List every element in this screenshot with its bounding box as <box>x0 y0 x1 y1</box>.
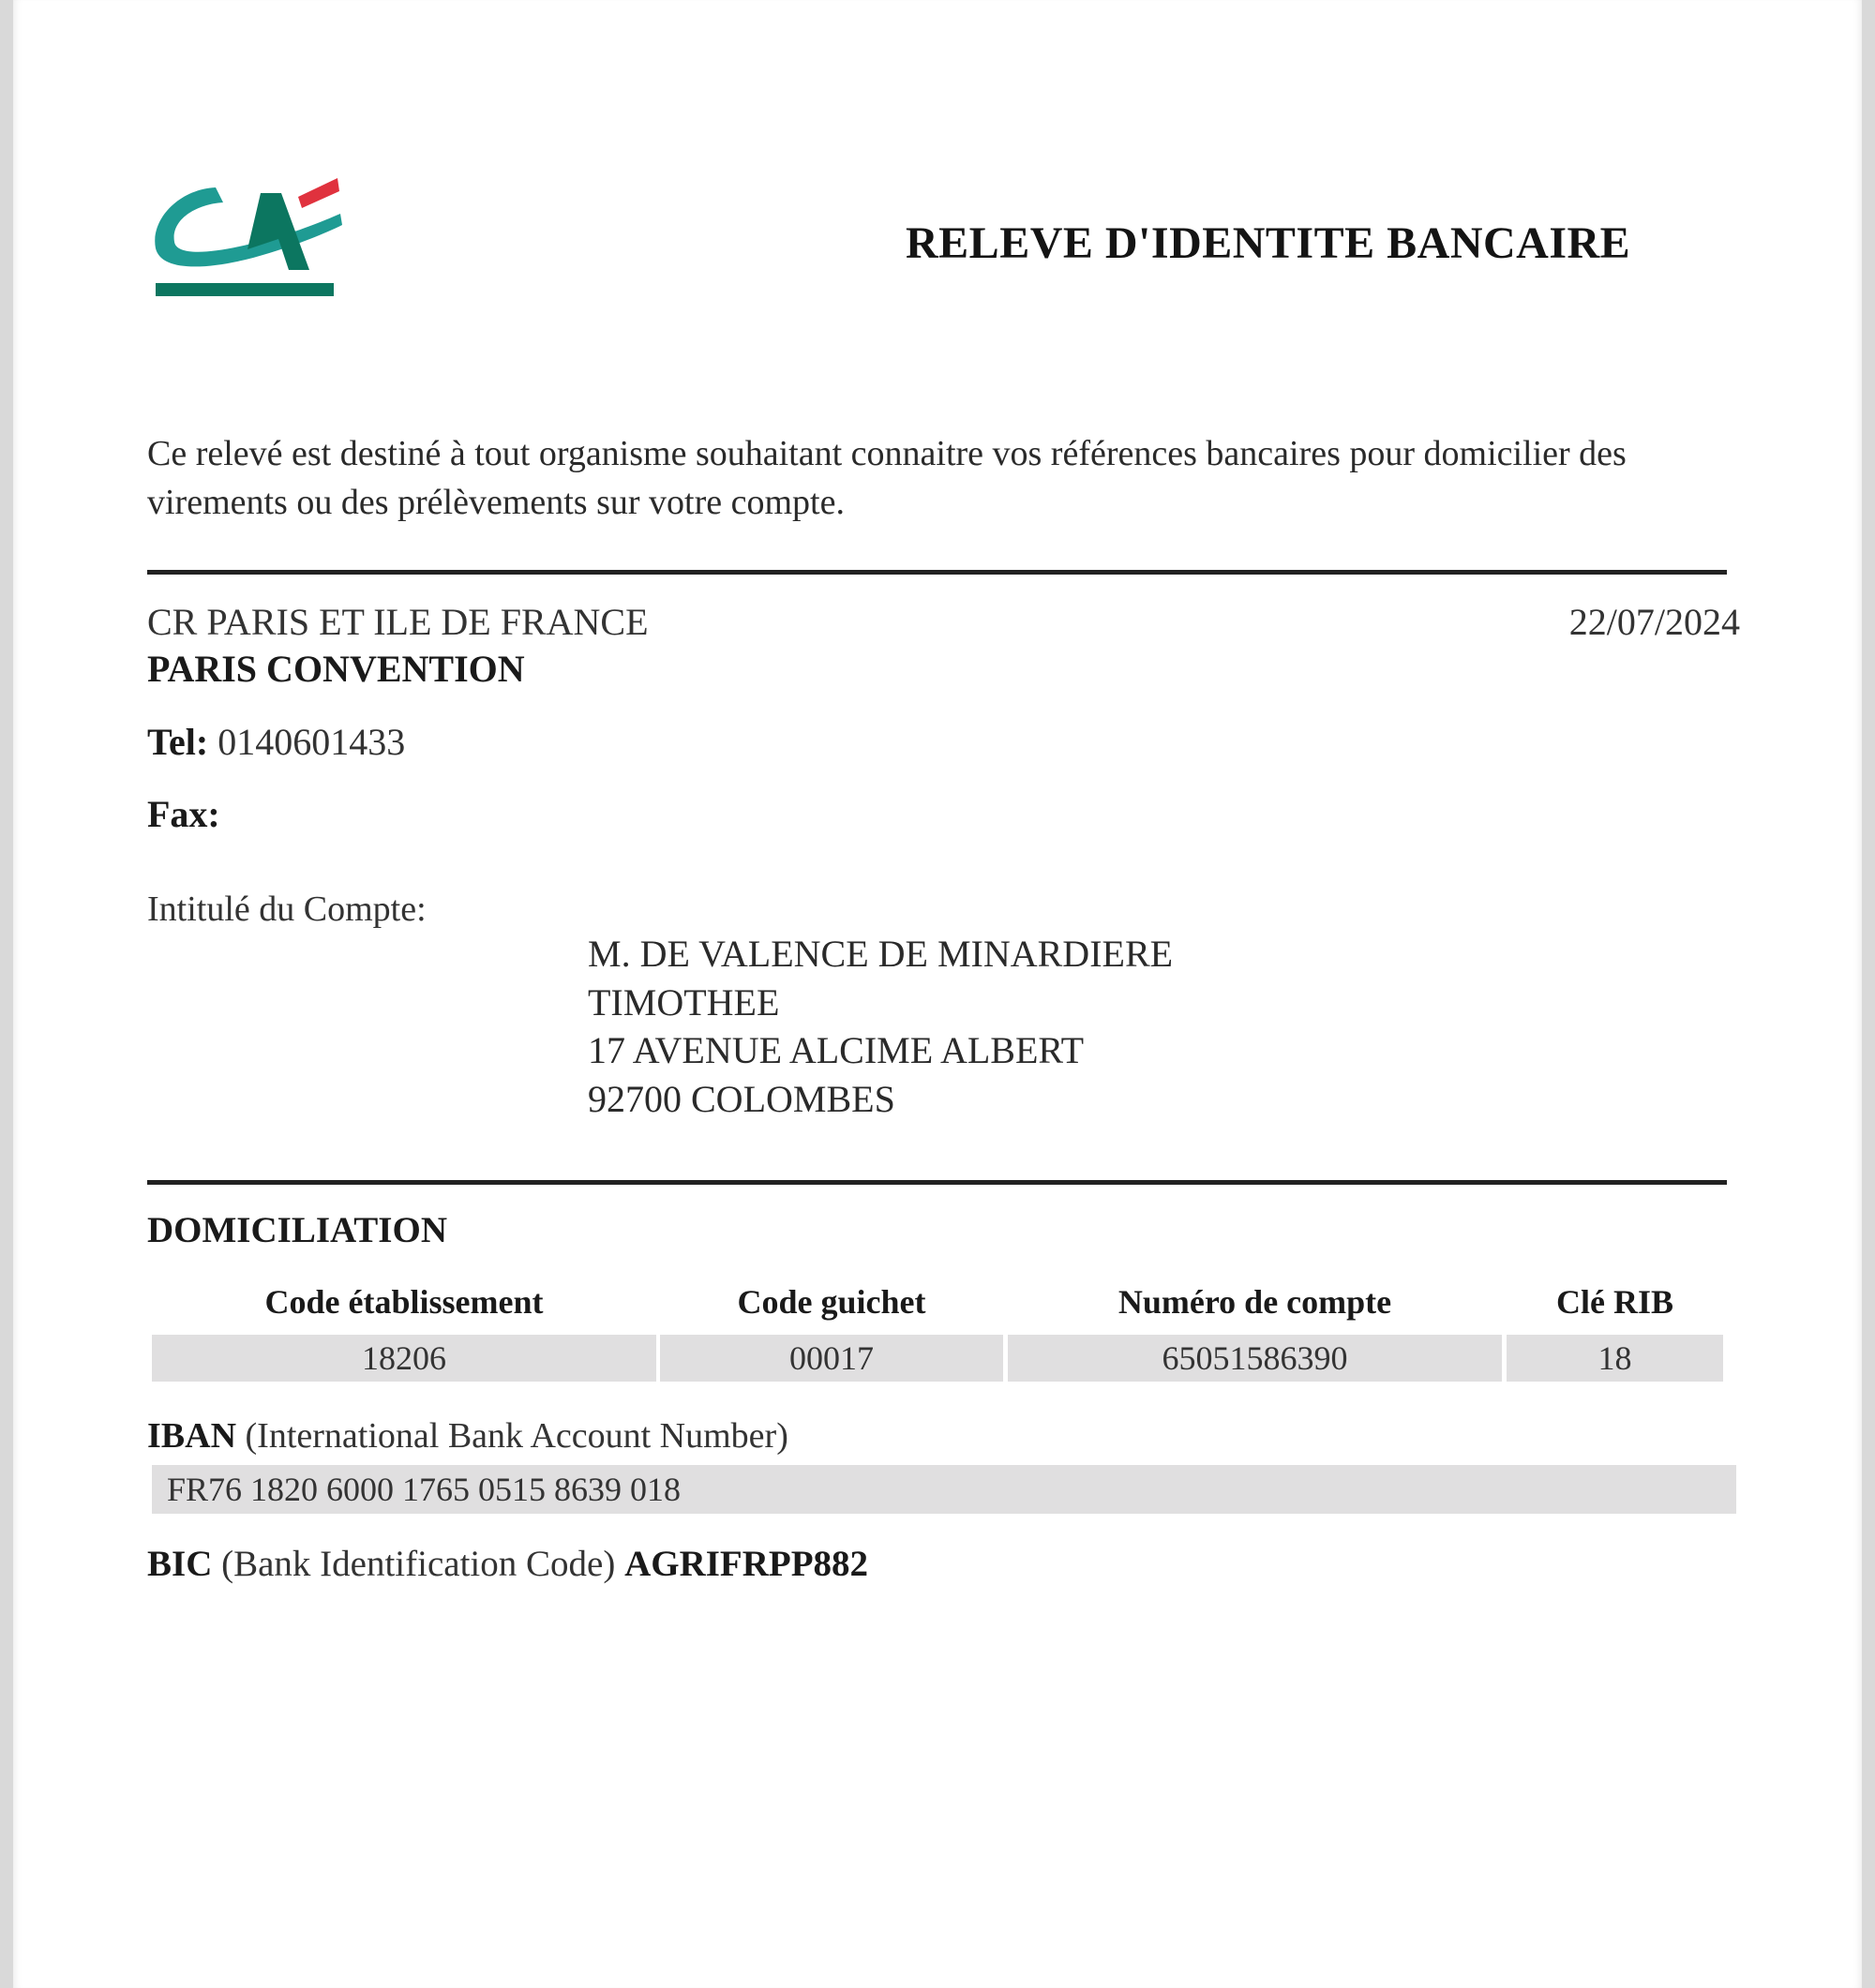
fax-label: Fax: <box>147 793 220 835</box>
bic-line <box>147 1543 868 1585</box>
divider-top <box>147 570 1727 575</box>
address-line: TIMOTHEE <box>588 980 780 1024</box>
iban-description: (International Bank Account Number) <box>245 1416 788 1456</box>
cell-code-guichet: 00017 <box>660 1335 1003 1382</box>
divider-bottom <box>147 1180 1727 1185</box>
column-header-code-etablissement: Code établissement <box>264 1283 544 1321</box>
address-line: 92700 COLOMBES <box>588 1077 895 1120</box>
logo-red-accent <box>298 178 339 208</box>
rib-document-page <box>13 0 1862 1988</box>
intro-paragraph: Ce relevé est destiné à tout organisme souhaitant connaitre vos références bancaires pour domicilier des virements ou des prélèvements sur votre compte. <box>147 434 1627 522</box>
iban-label-line <box>147 1415 788 1457</box>
document-title: RELEVE D'IDENTITE BANCAIRE <box>906 218 1631 268</box>
tel-label: Tel: <box>147 721 209 763</box>
address-line: M. DE VALENCE DE MINARDIERE <box>588 933 1174 975</box>
bic-description: (Bank Identification Code) <box>221 1544 616 1584</box>
logo-underline <box>156 283 334 296</box>
agence-name: PARIS CONVENTION <box>147 648 525 690</box>
account-holder-label: Intitulé du Compte: <box>147 889 427 929</box>
address-line: 17 AVENUE ALCIME ALBERT <box>588 1029 1085 1071</box>
domiciliation-heading: DOMICILIATION <box>147 1210 447 1250</box>
document-date: 22/07/2024 <box>1568 601 1740 643</box>
cell-cle-rib: 18 <box>1507 1335 1723 1382</box>
credit-agricole-logo <box>150 169 352 305</box>
iban-label: IBAN <box>147 1416 237 1456</box>
account-holder-address <box>588 930 1173 1123</box>
cell-code-etablissement: 18206 <box>152 1335 656 1382</box>
bic-label: BIC <box>147 1544 213 1584</box>
column-header-cle-rib: Clé RIB <box>1556 1283 1673 1321</box>
tel-value: 0140601433 <box>218 721 406 763</box>
column-header-numero-compte: Numéro de compte <box>1118 1283 1392 1321</box>
column-header-code-guichet: Code guichet <box>737 1283 926 1321</box>
iban-value: FR76 1820 6000 1765 0515 8639 018 <box>152 1465 1736 1514</box>
caisse-name: CR PARIS ET ILE DE FRANCE <box>147 601 649 643</box>
cell-numero-compte: 65051586390 <box>1008 1335 1502 1382</box>
bic-value: AGRIFRPP882 <box>624 1544 869 1584</box>
tel-line <box>147 720 405 764</box>
